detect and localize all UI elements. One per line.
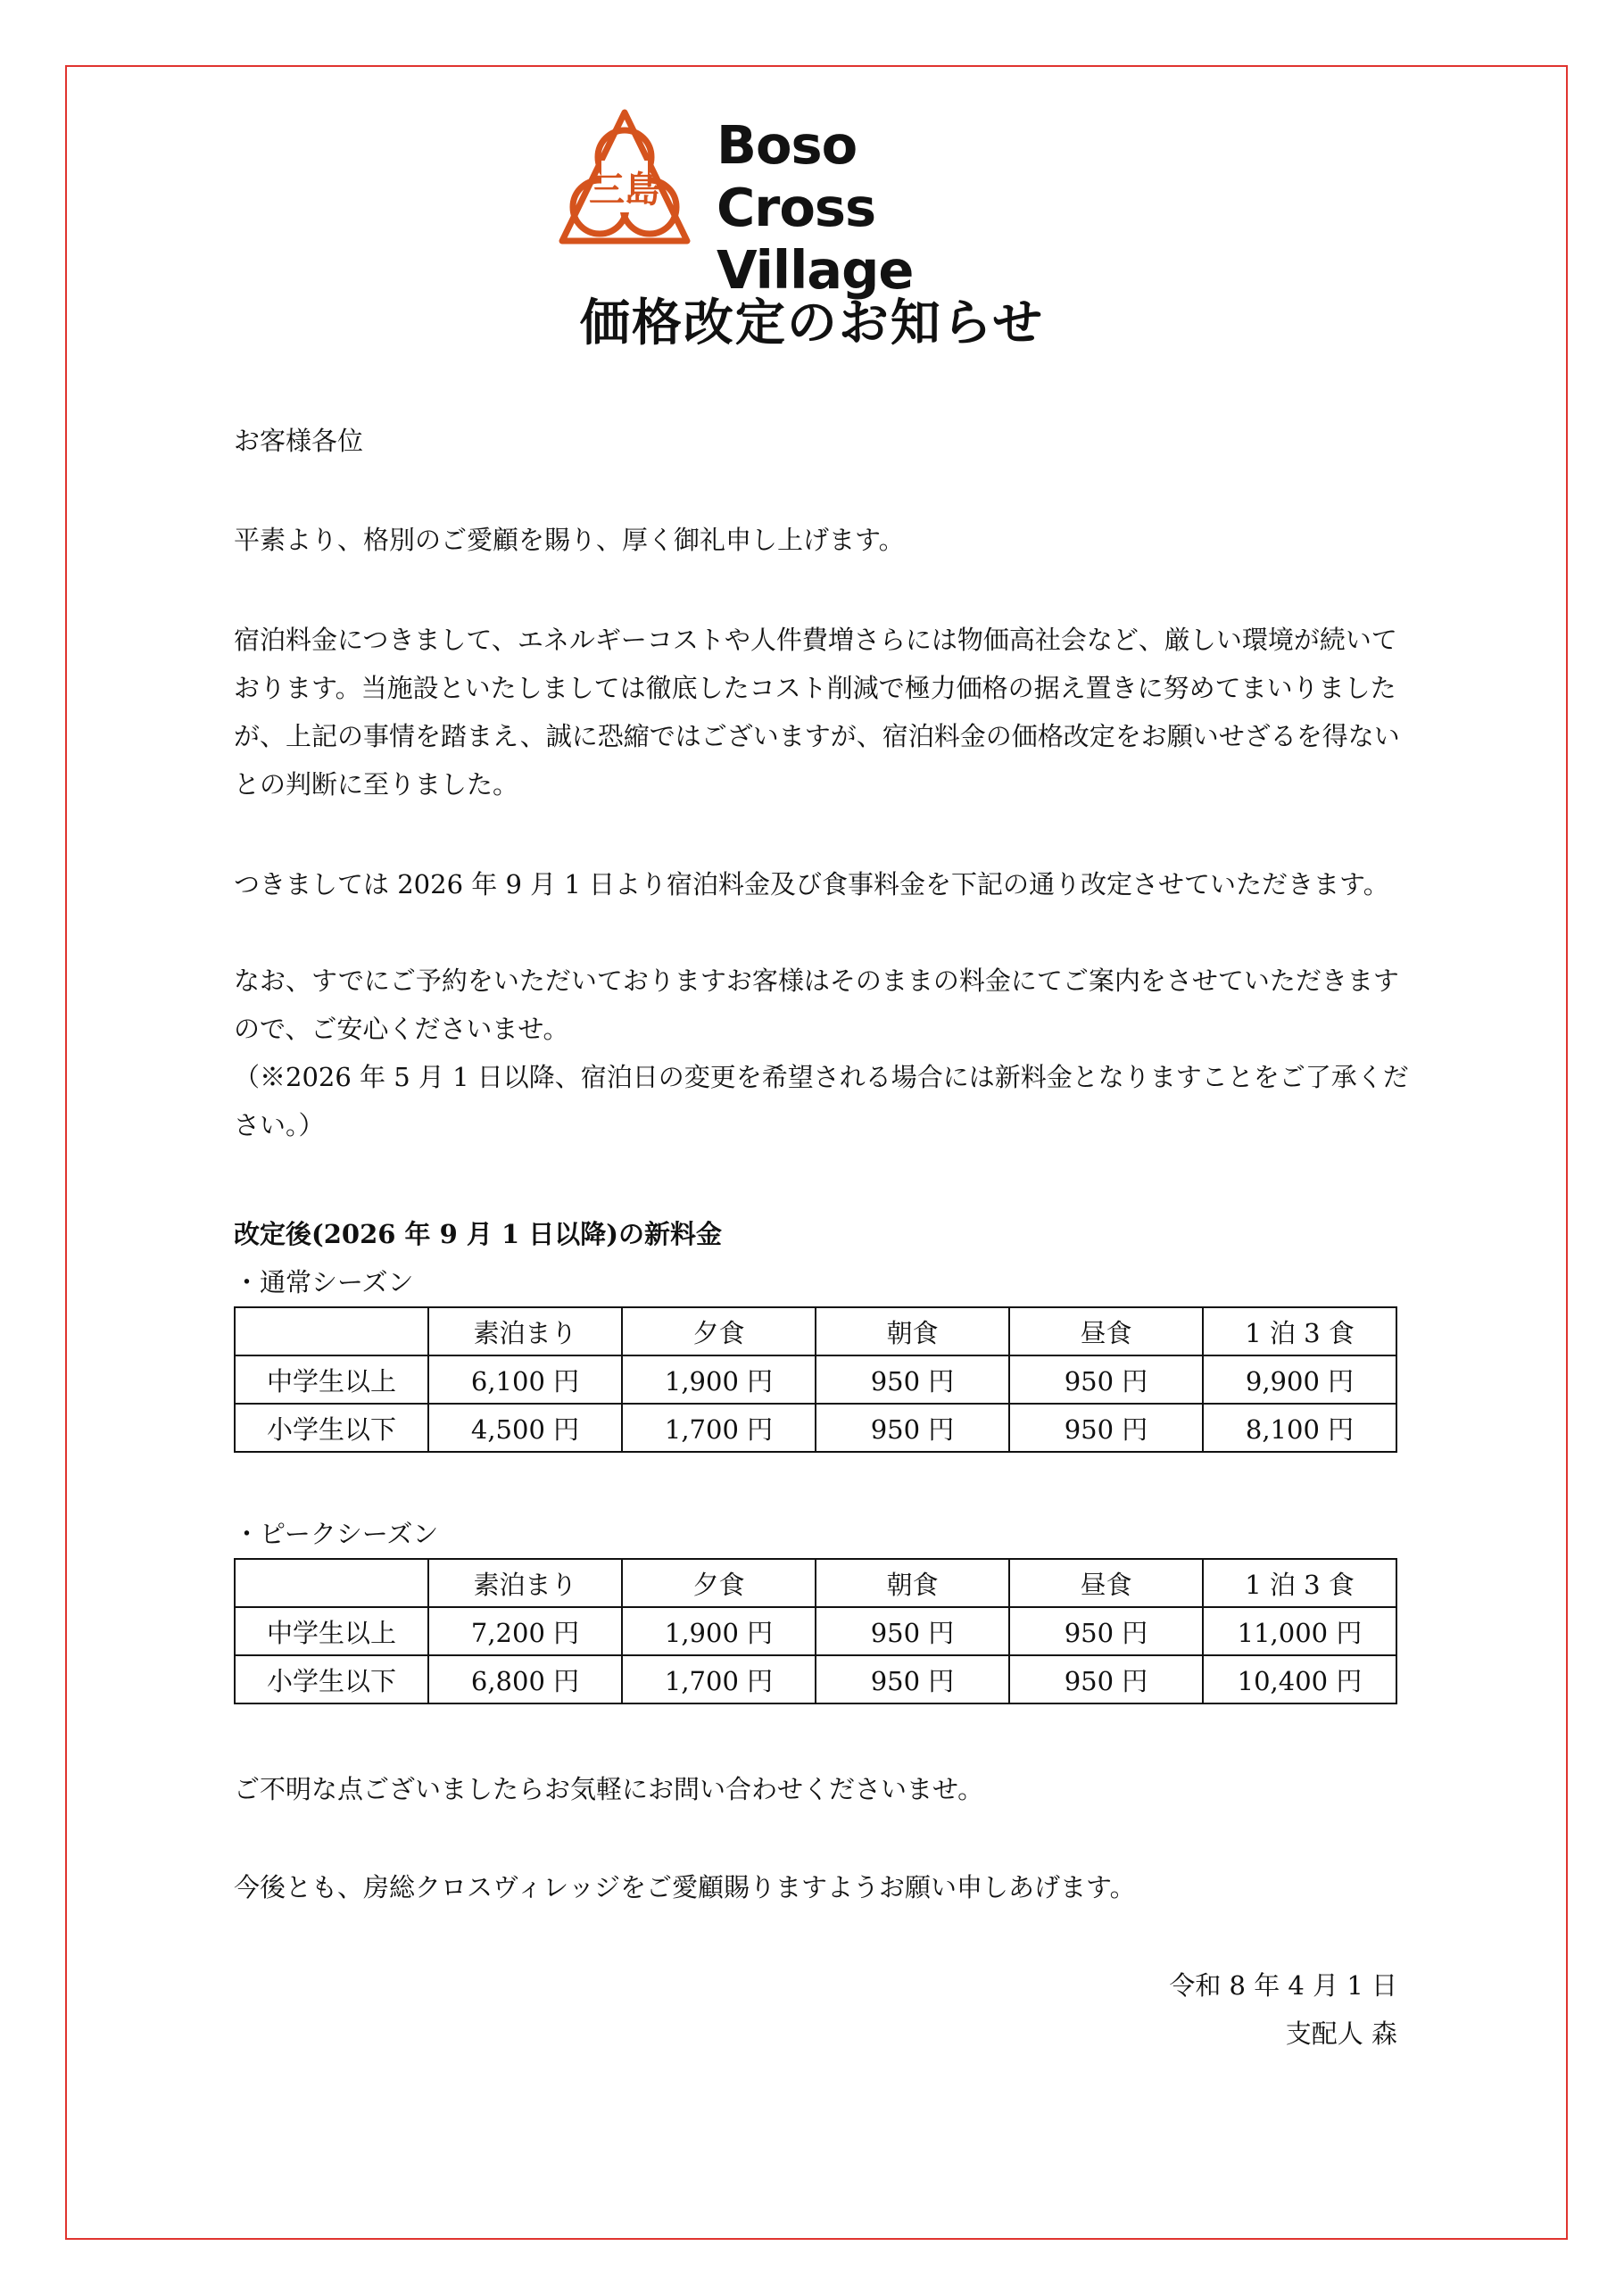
table-cell: 950 円	[816, 1607, 1009, 1655]
logo-line2: Cross Village	[717, 177, 914, 301]
logo-wordmark	[717, 114, 1089, 302]
table-cell: 950 円	[1009, 1655, 1203, 1703]
table-cell: 1,700 円	[622, 1655, 816, 1703]
regular-season-table	[234, 1306, 1397, 1453]
table-cell: 6,100 円	[428, 1355, 622, 1404]
table-cell: 10,400 円	[1203, 1655, 1396, 1703]
header-cell: 朝食	[816, 1307, 1009, 1355]
table-row	[235, 1404, 1396, 1452]
regular-season-label: ・通常シーズン	[234, 1267, 414, 1297]
table-header-row	[235, 1307, 1396, 1355]
rates-heading: 改定後(2026 年 9 月 1 日以降)の新料金	[234, 1219, 722, 1249]
table-cell: 950 円	[1009, 1607, 1203, 1655]
header-cell	[235, 1307, 428, 1355]
header-cell: 素泊まり	[428, 1307, 622, 1355]
table-cell: 950 円	[1009, 1355, 1203, 1404]
table-cell: 1,900 円	[622, 1355, 816, 1404]
table-cell: 7,200 円	[428, 1607, 622, 1655]
table-cell: 6,800 円	[428, 1655, 622, 1703]
row-label: 小学生以下	[235, 1404, 428, 1452]
logo	[553, 107, 1089, 301]
header-cell: 1 泊 3 食	[1203, 1307, 1396, 1355]
table-row	[235, 1607, 1396, 1655]
page-border	[65, 65, 1568, 2240]
page-title: 価格改定のお知らせ	[579, 294, 1045, 352]
logo-line1: Boso	[717, 114, 858, 176]
peak-season-label: ・ピークシーズン	[234, 1519, 439, 1549]
header-cell: 1 泊 3 食	[1203, 1559, 1396, 1607]
row-label: 小学生以下	[235, 1655, 428, 1703]
header-cell: 夕食	[622, 1307, 816, 1355]
table-cell: 4,500 円	[428, 1404, 622, 1452]
table-header-row	[235, 1559, 1396, 1607]
table-row	[235, 1355, 1396, 1404]
table-cell: 1,900 円	[622, 1607, 816, 1655]
table-cell: 950 円	[816, 1355, 1009, 1404]
contact-note: ご不明な点ございましたらお気軽にお問い合わせくださいませ。	[234, 1774, 984, 1804]
table-cell: 1,700 円	[622, 1404, 816, 1452]
header-cell: 素泊まり	[428, 1559, 622, 1607]
header-cell: 昼食	[1009, 1559, 1203, 1607]
row-label: 中学生以上	[235, 1355, 428, 1404]
logo-mark-text: 三島	[589, 170, 660, 211]
salutation: お客様各位	[234, 426, 364, 456]
paragraph-existing-bookings: なお、すでにご予約をいただいておりますお客様はそのままの料金にてご案内をさせていただきますので、ご安心くださいませ。	[234, 966, 1399, 1044]
paragraph-note: （※2026 年 5 月 1 日以降、宿泊日の変更を希望される場合には新料金となりますことをご了承ください。）	[234, 1062, 1409, 1140]
header-cell	[235, 1559, 428, 1607]
paragraph-effective-date: つきましては 2026 年 9 月 1 日より宿泊料金及び食事料金を下記の通り改定させていただきます。	[234, 869, 1389, 899]
logo-mark-icon	[553, 107, 696, 250]
table-row	[235, 1655, 1396, 1703]
paragraph-cost: 宿泊料金につきまして、エネルギーコストや人件費増さらには物価高社会など、厳しい環境が続いております。当施設といたしましては徹底したコスト削減で極力価格の据え置きに努めてまいりましたが、上記の事情を踏まえ、誠に恐縮ではございますが、宿泊料金の価格改定をお願いせざるを得ないとの判断に至りました。	[234, 625, 1400, 800]
table-cell: 950 円	[816, 1404, 1009, 1452]
signature: 支配人 森	[1285, 2018, 1397, 2049]
row-label: 中学生以上	[235, 1607, 428, 1655]
issue-date: 令和 8 年 4 月 1 日	[1169, 1970, 1397, 2001]
table-cell: 9,900 円	[1203, 1355, 1396, 1404]
closing-remark: 今後とも、房総クロスヴィレッジをご愛顧賜りますようお願い申しあげます。	[234, 1872, 1136, 1902]
header-cell: 夕食	[622, 1559, 816, 1607]
table-cell: 8,100 円	[1203, 1404, 1396, 1452]
header-cell: 昼食	[1009, 1307, 1203, 1355]
greeting: 平素より、格別のご愛顧を賜り、厚く御礼申し上げます。	[234, 525, 905, 555]
peak-season-table	[234, 1558, 1397, 1704]
table-cell: 950 円	[816, 1655, 1009, 1703]
table-cell: 11,000 円	[1203, 1607, 1396, 1655]
header-cell: 朝食	[816, 1559, 1009, 1607]
table-cell: 950 円	[1009, 1404, 1203, 1452]
